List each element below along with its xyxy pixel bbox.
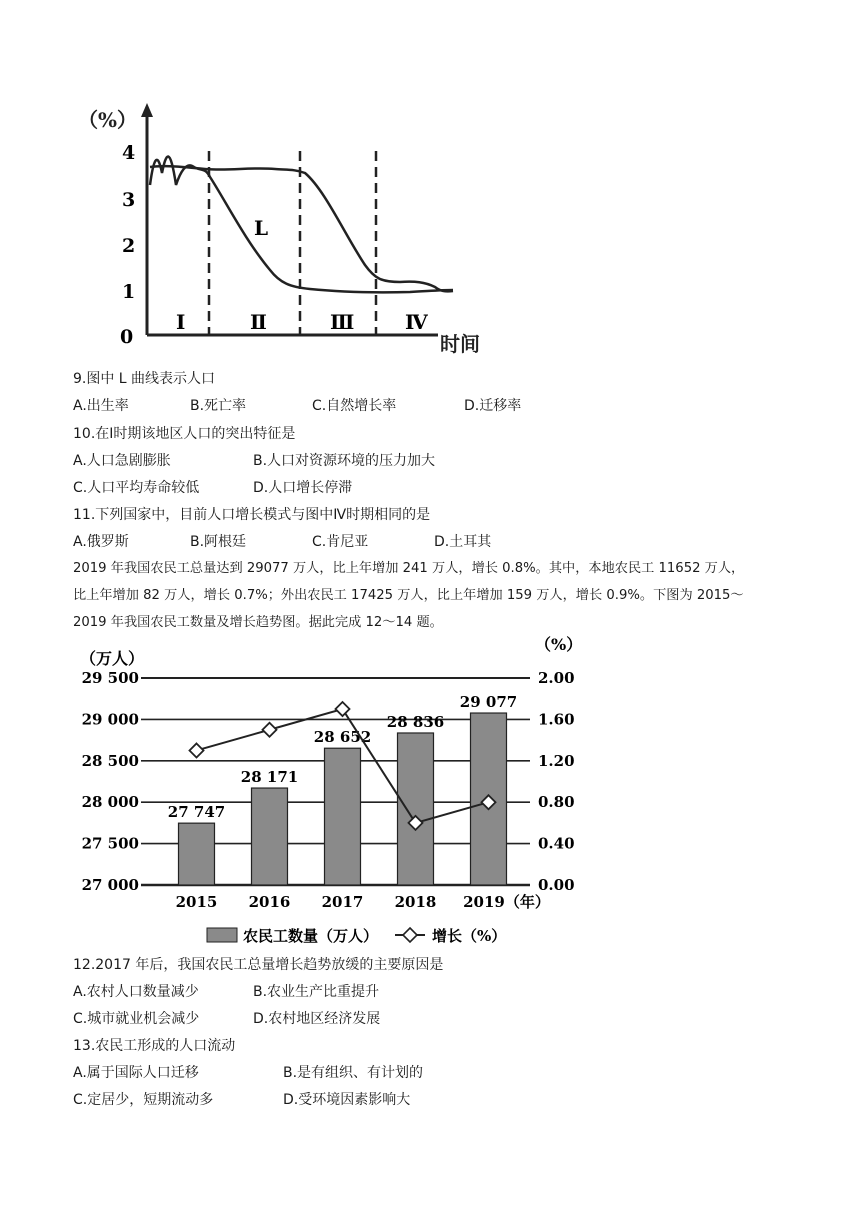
question-10-stem: 10.在Ⅰ时期该地区人口的突出特征是 bbox=[73, 426, 296, 442]
left-axis-tick: 27 000 bbox=[81, 876, 139, 894]
passage-line-1: 2019 年我国农民工总量达到 29077 万人，比上年增加 241 万人，增长 0.8%。其中，本地农民工 11652 万人， bbox=[73, 561, 745, 576]
q13-option-d: D.受环境因素影响大 bbox=[283, 1092, 411, 1108]
growth-point bbox=[263, 723, 277, 737]
q10-option-d: D.人口增长停滞 bbox=[253, 480, 353, 496]
legend-diamond-icon bbox=[403, 928, 417, 942]
q11-option-b: B.阿根廷 bbox=[190, 534, 247, 550]
right-axis-tick: 0.40 bbox=[538, 834, 575, 853]
q13-option-b: B.是有组织、有计划的 bbox=[283, 1065, 424, 1081]
birth-rate-curve bbox=[150, 166, 453, 291]
period-label-2: Ⅱ bbox=[250, 310, 267, 334]
bar-2015 bbox=[179, 823, 215, 885]
x-tick-label: 2019（年） bbox=[463, 893, 550, 911]
y-tick-0: 0 bbox=[120, 326, 134, 348]
q13-option-c: C.定居少，短期流动多 bbox=[73, 1092, 214, 1108]
legend-bar-swatch bbox=[207, 928, 237, 942]
right-axis-tick: 1.20 bbox=[538, 751, 575, 770]
q12-option-d: D.农村地区经济发展 bbox=[253, 1011, 381, 1027]
y-tick-3: 3 bbox=[122, 189, 136, 211]
curve-label-l: L bbox=[254, 216, 269, 240]
left-axis-tick: 27 500 bbox=[81, 834, 139, 853]
q11-option-a: A.俄罗斯 bbox=[73, 534, 129, 550]
population-curve-figure bbox=[70, 95, 500, 360]
y-unit-label: （%） bbox=[78, 108, 138, 132]
right-axis-tick: 0.00 bbox=[538, 876, 575, 894]
period-label-1: Ⅰ bbox=[176, 310, 186, 334]
bar-2018 bbox=[398, 733, 434, 885]
bar-value-label: 28 652 bbox=[313, 728, 372, 747]
bar-value-label: 28 171 bbox=[240, 768, 299, 787]
x-tick-label: 2016 bbox=[248, 893, 291, 911]
passage-line-2: 比上年增加 82 万人，增长 0.7%；外出农民工 17425 万人，比上年增加 159 万人，增长 0.9%。下图为 2015～ bbox=[73, 588, 744, 603]
q10-option-a: A.人口急剧膨胀 bbox=[73, 453, 171, 469]
left-axis-tick: 29 500 bbox=[81, 669, 139, 687]
q9-option-c: C.自然增长率 bbox=[312, 398, 397, 414]
q11-option-d: D.土耳其 bbox=[434, 534, 492, 550]
q10-option-b: B.人口对资源环境的压力加大 bbox=[253, 453, 436, 469]
x-tick-label: 2017 bbox=[321, 893, 364, 911]
left-axis-tick: 28 000 bbox=[81, 793, 139, 812]
x-tick-label: 2015 bbox=[175, 893, 218, 911]
left-axis-tick: 28 500 bbox=[81, 751, 139, 770]
growth-point bbox=[190, 743, 204, 757]
left-axis-unit: （万人） bbox=[80, 649, 145, 668]
left-axis-tick: 29 000 bbox=[81, 710, 139, 729]
right-axis-unit: （%） bbox=[535, 635, 583, 654]
question-13-stem: 13.农民工形成的人口流动 bbox=[73, 1038, 236, 1054]
y-tick-2: 2 bbox=[122, 235, 136, 257]
q12-option-a: A.农村人口数量减少 bbox=[73, 984, 199, 1000]
q11-option-c: C.肯尼亚 bbox=[312, 534, 369, 550]
question-12-stem: 12.2017 年后，我国农民工总量增长趋势放缓的主要原因是 bbox=[73, 957, 444, 973]
q13-option-a: A.属于国际人口迁移 bbox=[73, 1065, 199, 1081]
y-tick-4: 4 bbox=[122, 142, 136, 164]
q12-option-c: C.城市就业机会减少 bbox=[73, 1011, 200, 1027]
legend-line-label: 增长（%） bbox=[432, 927, 507, 945]
x-tick-label: 2018 bbox=[394, 893, 437, 911]
question-9-stem: 9.图中 L 曲线表示人口 bbox=[73, 371, 216, 387]
right-axis-tick: 2.00 bbox=[538, 669, 575, 687]
q12-option-b: B.农业生产比重提升 bbox=[253, 984, 380, 1000]
legend-bar-label: 农民工数量（万人） bbox=[243, 927, 379, 945]
bar-value-label: 27 747 bbox=[167, 803, 226, 822]
migrant-worker-chart bbox=[70, 632, 615, 950]
x-axis-label: 时间 bbox=[440, 332, 480, 356]
q9-option-a: A.出生率 bbox=[73, 398, 129, 414]
q10-option-c: C.人口平均寿命较低 bbox=[73, 480, 200, 496]
growth-point bbox=[336, 702, 350, 716]
period-label-3: Ⅲ bbox=[330, 310, 355, 334]
right-axis-tick: 1.60 bbox=[538, 710, 575, 729]
bar-value-label: 29 077 bbox=[459, 693, 518, 712]
q9-option-d: D.迁移率 bbox=[464, 398, 522, 414]
bar-2016 bbox=[252, 788, 288, 885]
q9-option-b: B.死亡率 bbox=[190, 398, 247, 414]
bar-value-label: 28 836 bbox=[386, 712, 445, 731]
bar-2017 bbox=[325, 748, 361, 885]
y-axis-arrow bbox=[141, 103, 153, 117]
y-tick-1: 1 bbox=[122, 281, 136, 303]
death-rate-curve bbox=[150, 156, 453, 292]
passage-line-3: 2019 年我国农民工数量及增长趋势图。据此完成 12～14 题。 bbox=[73, 615, 443, 630]
question-11-stem: 11.下列国家中，目前人口增长模式与图中Ⅳ时期相同的是 bbox=[73, 507, 431, 523]
period-label-4: Ⅳ bbox=[405, 310, 428, 334]
right-axis-tick: 0.80 bbox=[538, 793, 575, 812]
